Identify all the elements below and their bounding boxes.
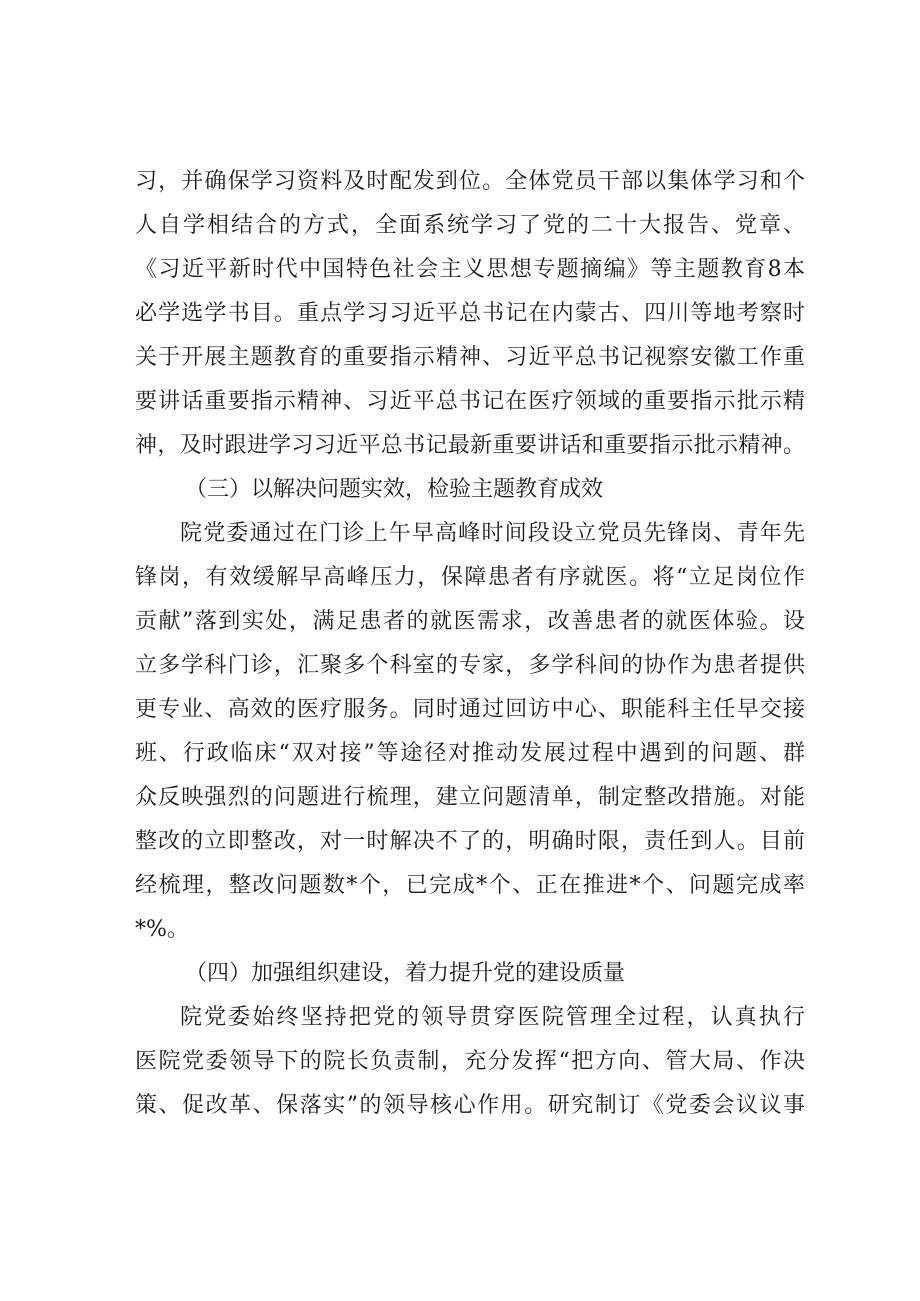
paragraph-1-line-2: 人自学相结合的方式，全面系统学习了党的二十大报告、党章、 [135, 213, 805, 238]
paragraph-3-line-1: 院党委始终坚持把党的领导贯穿医院管理全过程，认真执行 [180, 1005, 805, 1030]
paragraph-1-line-7: 神，及时跟进学习习近平总书记最新重要讲话和重要指示批示精神。 [135, 433, 805, 458]
paragraph-1-line-3: 《习近平新时代中国特色社会主义思想专题摘编》等主题教育8本 [135, 257, 805, 282]
paragraph-2-line-8: 整改的立即整改，对一时解决不了的，明确时限，责任到人。目前 [135, 829, 805, 854]
section-heading-4: （四）加强组织建设，着力提升党的建设质量 [185, 961, 626, 986]
paragraph-2-line-10: *%。 [135, 917, 189, 942]
paragraph-3-line-2: 医院党委领导下的院长负责制，充分发挥“把方向、管大局、作决 [135, 1049, 805, 1074]
paragraph-1-line-5: 关于开展主题教育的重要指示精神、习近平总书记视察安徽工作重 [135, 345, 805, 370]
paragraph-2-line-1: 院党委通过在门诊上午早高峰时间段设立党员先锋岗、青年先 [180, 521, 805, 546]
paragraph-3-line-3: 策、促改革、保落实”的领导核心作用。研究制订《党委会议议事 [135, 1093, 805, 1118]
paragraph-1-line-6: 要讲话重要指示精神、习近平总书记在医疗领域的重要指示批示精 [135, 389, 805, 414]
paragraph-2-line-4: 立多学科门诊，汇聚多个科室的专家，多学科间的协作为患者提供 [135, 653, 805, 678]
paragraph-1-line-1: 习，并确保学习资料及时配发到位。全体党员干部以集体学习和个 [135, 169, 805, 194]
paragraph-1-line-4: 必学选学书目。重点学习习近平总书记在内蒙古、四川等地考察时 [135, 301, 805, 326]
paragraph-2-line-6: 班、行政临床“双对接”等途径对推动发展过程中遇到的问题、群 [135, 741, 805, 766]
paragraph-2-line-9: 经梳理，整改问题数*个，已完成*个、正在推进*个、问题完成率 [135, 873, 805, 898]
paragraph-2-line-7: 众反映强烈的问题进行梳理，建立问题清单，制定整改措施。对能 [135, 785, 805, 810]
paragraph-2-line-2: 锋岗，有效缓解早高峰压力，保障患者有序就医。将“立足岗位作 [135, 565, 805, 590]
paragraph-2-line-3: 贡献”落到实处，满足患者的就医需求，改善患者的就医体验。设 [135, 609, 805, 634]
section-heading-3: （三）以解决问题实效，检验主题教育成效 [185, 477, 604, 502]
paragraph-2-line-5: 更专业、高效的医疗服务。同时通过回访中心、职能科主任早交接 [135, 697, 805, 722]
